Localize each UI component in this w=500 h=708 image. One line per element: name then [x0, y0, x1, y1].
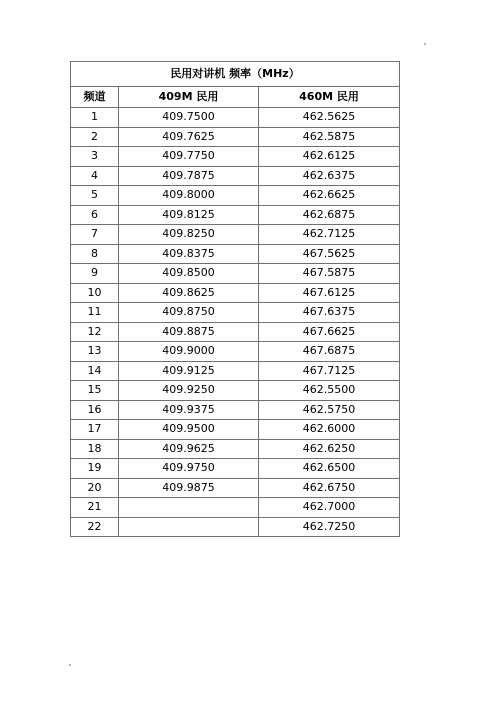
cell-460m-frequency: 462.7250 — [259, 517, 400, 537]
cell-channel: 5 — [71, 186, 119, 206]
cell-channel: 17 — [71, 420, 119, 440]
table-row — [71, 283, 400, 303]
cell-460m-frequency: 462.5625 — [259, 108, 400, 128]
table-row — [71, 420, 400, 440]
cell-channel: 18 — [71, 439, 119, 459]
cell-460m-frequency: 467.6875 — [259, 342, 400, 362]
cell-channel: 12 — [71, 322, 119, 342]
cell-460m-frequency: 462.6750 — [259, 478, 400, 498]
cell-409m-frequency: 409.8500 — [119, 264, 259, 284]
cell-460m-frequency: 462.5500 — [259, 381, 400, 401]
table-row — [71, 205, 400, 225]
table-title: 民用对讲机 频率（MHz） — [71, 62, 400, 87]
cell-409m-frequency: 409.9000 — [119, 342, 259, 362]
cell-409m-frequency: 409.8625 — [119, 283, 259, 303]
cell-channel: 14 — [71, 361, 119, 381]
cell-channel: 8 — [71, 244, 119, 264]
cell-460m-frequency: 462.6500 — [259, 459, 400, 479]
cell-460m-frequency: 467.6625 — [259, 322, 400, 342]
column-header-460m: 460M 民用 — [259, 87, 400, 108]
cell-409m-frequency: 409.8250 — [119, 225, 259, 245]
cell-channel: 6 — [71, 205, 119, 225]
table-header-row — [71, 87, 400, 108]
cell-409m-frequency: 409.9750 — [119, 459, 259, 479]
cell-409m-frequency: 409.8125 — [119, 205, 259, 225]
cell-460m-frequency: 462.6625 — [259, 186, 400, 206]
cell-channel: 21 — [71, 498, 119, 518]
column-header-channel: 频道 — [71, 87, 119, 108]
cell-460m-frequency: 467.6125 — [259, 283, 400, 303]
cell-channel: 1 — [71, 108, 119, 128]
table-row — [71, 166, 400, 186]
cell-460m-frequency: 462.5750 — [259, 400, 400, 420]
cell-channel: 19 — [71, 459, 119, 479]
cell-channel: 2 — [71, 127, 119, 147]
cell-channel: 20 — [71, 478, 119, 498]
cell-460m-frequency: 462.6250 — [259, 439, 400, 459]
cell-409m-frequency: 409.8000 — [119, 186, 259, 206]
cell-460m-frequency: 462.5875 — [259, 127, 400, 147]
table-row — [71, 322, 400, 342]
table-row — [71, 147, 400, 167]
cell-channel: 22 — [71, 517, 119, 537]
cell-409m-frequency: 409.8750 — [119, 303, 259, 323]
cell-409m-frequency: 409.9625 — [119, 439, 259, 459]
cell-channel: 7 — [71, 225, 119, 245]
cell-channel: 11 — [71, 303, 119, 323]
table-row — [71, 439, 400, 459]
cell-460m-frequency: 467.5875 — [259, 264, 400, 284]
cell-460m-frequency: 467.5625 — [259, 244, 400, 264]
cell-409m-frequency: 409.9250 — [119, 381, 259, 401]
table-row — [71, 517, 400, 537]
table-row — [71, 400, 400, 420]
frequency-table — [70, 61, 400, 537]
cell-channel: 3 — [71, 147, 119, 167]
table-row — [71, 264, 400, 284]
table-row — [71, 244, 400, 264]
cell-channel: 16 — [71, 400, 119, 420]
cell-460m-frequency: 467.7125 — [259, 361, 400, 381]
cell-channel: 10 — [71, 283, 119, 303]
cell-409m-frequency: 409.9500 — [119, 420, 259, 440]
table-row — [71, 127, 400, 147]
cell-460m-frequency: 462.7125 — [259, 225, 400, 245]
table-row — [71, 186, 400, 206]
table-row — [71, 498, 400, 518]
speck-mark — [69, 664, 71, 666]
cell-460m-frequency: 462.7000 — [259, 498, 400, 518]
cell-460m-frequency: 462.6875 — [259, 205, 400, 225]
cell-409m-frequency — [119, 517, 259, 537]
table-row — [71, 342, 400, 362]
table-title-row — [71, 62, 400, 87]
table-row — [71, 459, 400, 479]
cell-409m-frequency: 409.8375 — [119, 244, 259, 264]
cell-460m-frequency: 462.6125 — [259, 147, 400, 167]
cell-409m-frequency: 409.9875 — [119, 478, 259, 498]
table-row — [71, 361, 400, 381]
table-row — [71, 381, 400, 401]
cell-409m-frequency: 409.9125 — [119, 361, 259, 381]
cell-409m-frequency: 409.7625 — [119, 127, 259, 147]
table-row — [71, 478, 400, 498]
cell-409m-frequency — [119, 498, 259, 518]
cell-409m-frequency: 409.7875 — [119, 166, 259, 186]
table-row — [71, 108, 400, 128]
table-row — [71, 225, 400, 245]
table-body — [71, 108, 400, 537]
cell-channel: 4 — [71, 166, 119, 186]
column-header-409m: 409M 民用 — [119, 87, 259, 108]
cell-409m-frequency: 409.7750 — [119, 147, 259, 167]
cell-channel: 15 — [71, 381, 119, 401]
cell-409m-frequency: 409.7500 — [119, 108, 259, 128]
table-row — [71, 303, 400, 323]
cell-460m-frequency: 462.6375 — [259, 166, 400, 186]
cell-460m-frequency: 467.6375 — [259, 303, 400, 323]
cell-409m-frequency: 409.9375 — [119, 400, 259, 420]
cell-channel: 9 — [71, 264, 119, 284]
cell-409m-frequency: 409.8875 — [119, 322, 259, 342]
cell-channel: 13 — [71, 342, 119, 362]
speck-mark — [424, 43, 426, 45]
cell-460m-frequency: 462.6000 — [259, 420, 400, 440]
